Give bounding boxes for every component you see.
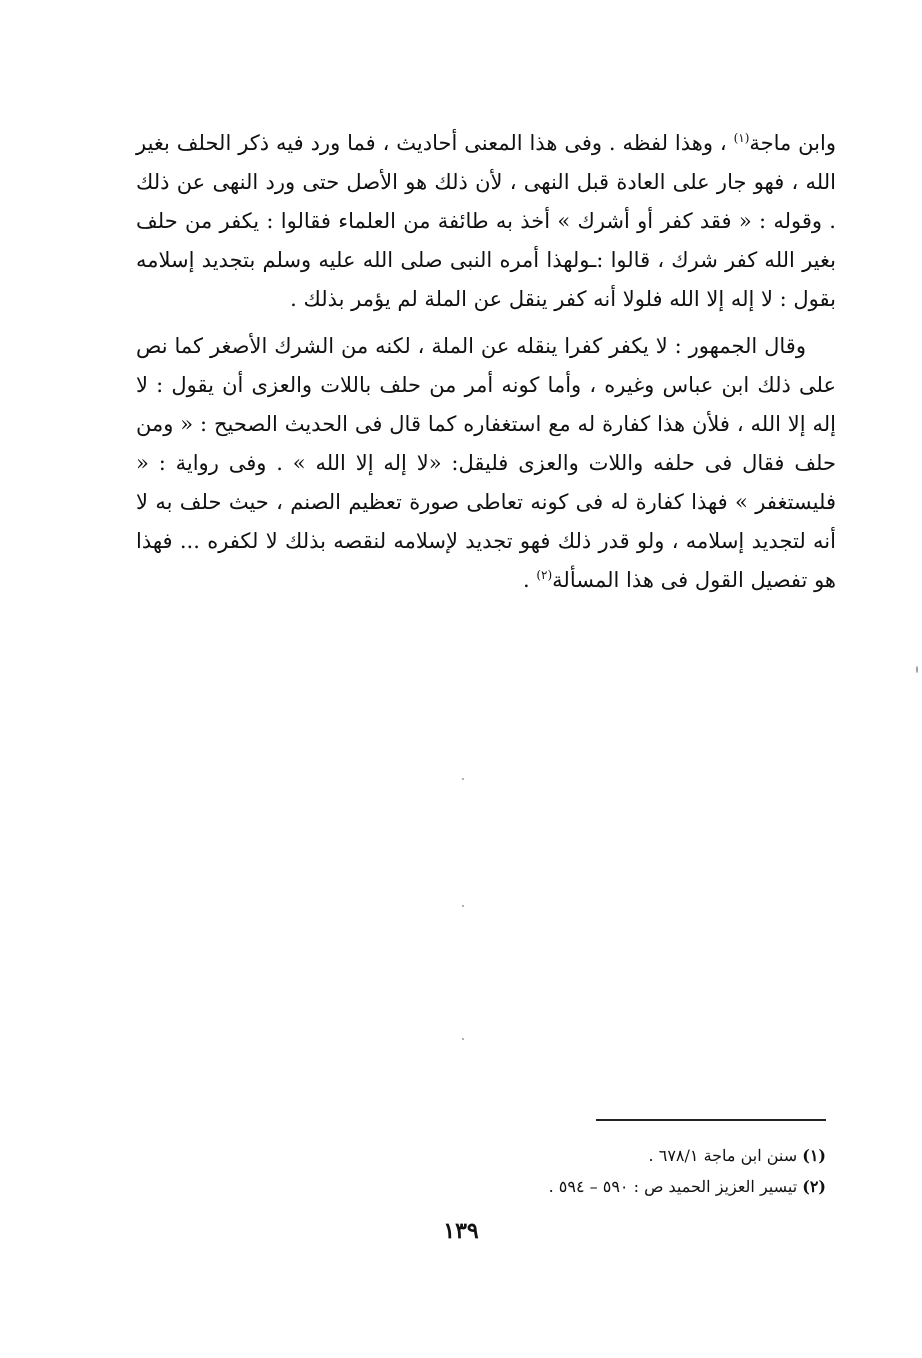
paragraph-1-start: وابن ماجة [749,131,836,155]
footnote-2-text: تيسير العزيز الحميد ص : ٥٩٠ – ٥٩٤ . [548,1177,798,1196]
scan-speck [916,666,918,673]
paragraph-2 [136,327,836,600]
footnote-2 [226,1171,826,1202]
footnotes [226,1140,826,1202]
footnote-2-number: (٢) [802,1177,826,1196]
paragraph-2-body: وقال الجمهور : لا يكفر كفرا ينقله عن الملة ، لكنه من الشرك الأصغر كما نص على ذلك ابن عباس وغيره ، وأما كونه أمر من حلف باللات والعزى أن يقول : لا إله إلا الله ، فلأن هذا كفارة له مع استغفاره كما قال فى الحديث الصحيح : « ومن حلف فقال فى حلفه واللات والعزى فليقل: «لا إله إلا الله » . وفى رواية : « فليستغفر » فهذا كفارة له فى كونه تعاطى صورة تعظيم الصنم ، حيث حلف به لا أنه لتجديد إسلامه ، ولو قدر ذلك فهو تجديد لإسلامه لنقصه بذلك لا لكفره ... فهذا هو تفصيل القول فى هذا المسألة [136,334,836,592]
paragraph-1 [136,124,836,319]
footnote-divider [596,1119,826,1121]
page-number: ١٣٩ [443,1218,479,1244]
footnote-1 [226,1140,826,1171]
footnote-1-number: (١) [802,1146,826,1165]
scan-speck [462,905,464,907]
footnote-ref-1[interactable]: (١) [733,131,750,145]
paragraph-2-end: . [522,568,537,592]
scan-speck [462,1038,464,1040]
paragraph-1-rest: ، وهذا لفظه . وفى هذا المعنى أحاديث ، فما ورد فيه ذكر الحلف بغير الله ، فهو جار على العادة قبل النهى ، لأن ذلك هو الأصل حتى ورد النهى عن ذلك . وقوله : « فقد كفر أو أشرك » أخذ به طائفة من العلماء فقالوا : يكفر من حلف بغير الله كفر شرك ، قالوا :ـولهذا أمره النبى صلى الله عليه وسلم بتجديد إسلامه بقول : لا إله إلا الله فلولا أنه كفر ينقل عن الملة لم يؤمر بذلك . [136,131,836,311]
footnote-ref-2[interactable]: (٢) [536,568,553,582]
main-text [136,124,836,600]
footnote-1-text: سنن ابن ماجة ٦٧٨/١ . [648,1146,798,1165]
scan-speck [462,778,464,780]
